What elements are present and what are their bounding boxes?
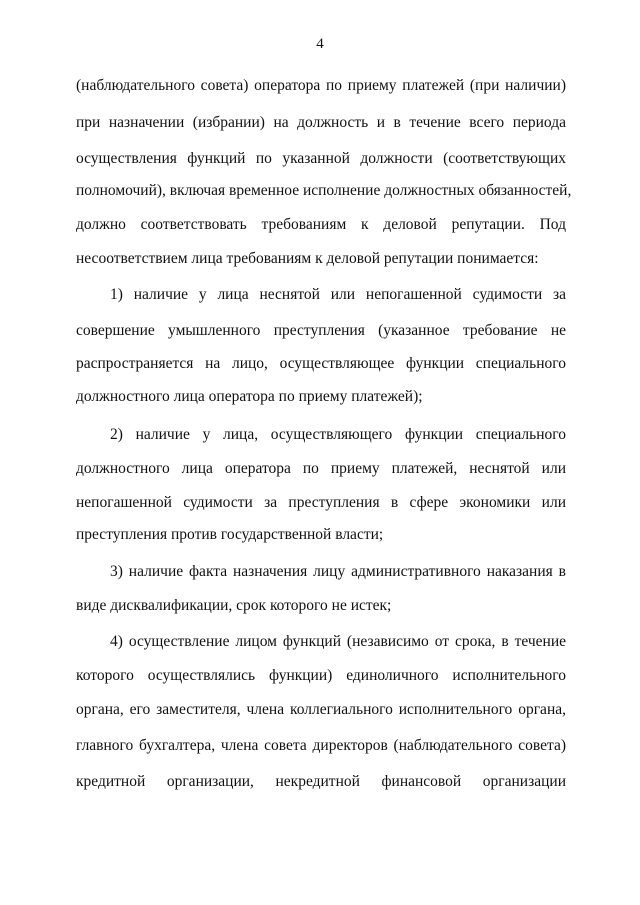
text-line: главного бухгалтера, члена совета директоров (наблюдательного совета) [76, 737, 566, 754]
text-line: 2) наличие у лица, осуществляющего функции специального [110, 426, 566, 443]
text-line: кредитной организации, некредитной финансовой организации [76, 773, 566, 790]
text-line: совершение умышленного преступления (указанное требование не [76, 322, 566, 339]
text-line: распространяется на лицо, осуществляющее функции специального [76, 355, 566, 372]
text-line: полномочий), включая временное исполнение должностных обязанностей, [76, 182, 572, 199]
text-line: должностного лица оператора по приему платежей); [76, 388, 423, 405]
text-line: несоответствием лица требованиям к деловой репутации понимается: [76, 250, 539, 267]
text-line: 4) осуществление лицом функций (независимо от срока, в течение [110, 633, 566, 650]
text-line: 3) наличие факта назначения лицу административного наказания в [110, 563, 566, 580]
text-line: виде дисквалификации, срок которого не истек; [76, 597, 392, 614]
text-line: при назначении (избрании) на должность и в течение всего периода [76, 114, 566, 131]
page-number: 4 [316, 36, 324, 52]
text-line: непогашенной судимости за преступления в сфере экономики или [76, 494, 566, 511]
text-line: должностного лица оператора по приему платежей, неснятой или [76, 460, 566, 477]
text-line: которого осуществлялись функции) единоличного исполнительного [76, 667, 566, 684]
text-line: (наблюдательного совета) оператора по приему платежей (при наличии) [76, 77, 566, 94]
text-line: осуществления функций по указанной должности (соответствующих [76, 150, 566, 167]
text-line: преступления против государственной власти; [76, 526, 384, 543]
text-line: органа, его заместителя, члена коллегиального исполнительного органа, [76, 701, 566, 718]
text-line: должно соответствовать требованиям к деловой репутации. Под [76, 216, 566, 233]
text-line: 1) наличие у лица неснятой или непогашенной судимости за [110, 286, 566, 303]
